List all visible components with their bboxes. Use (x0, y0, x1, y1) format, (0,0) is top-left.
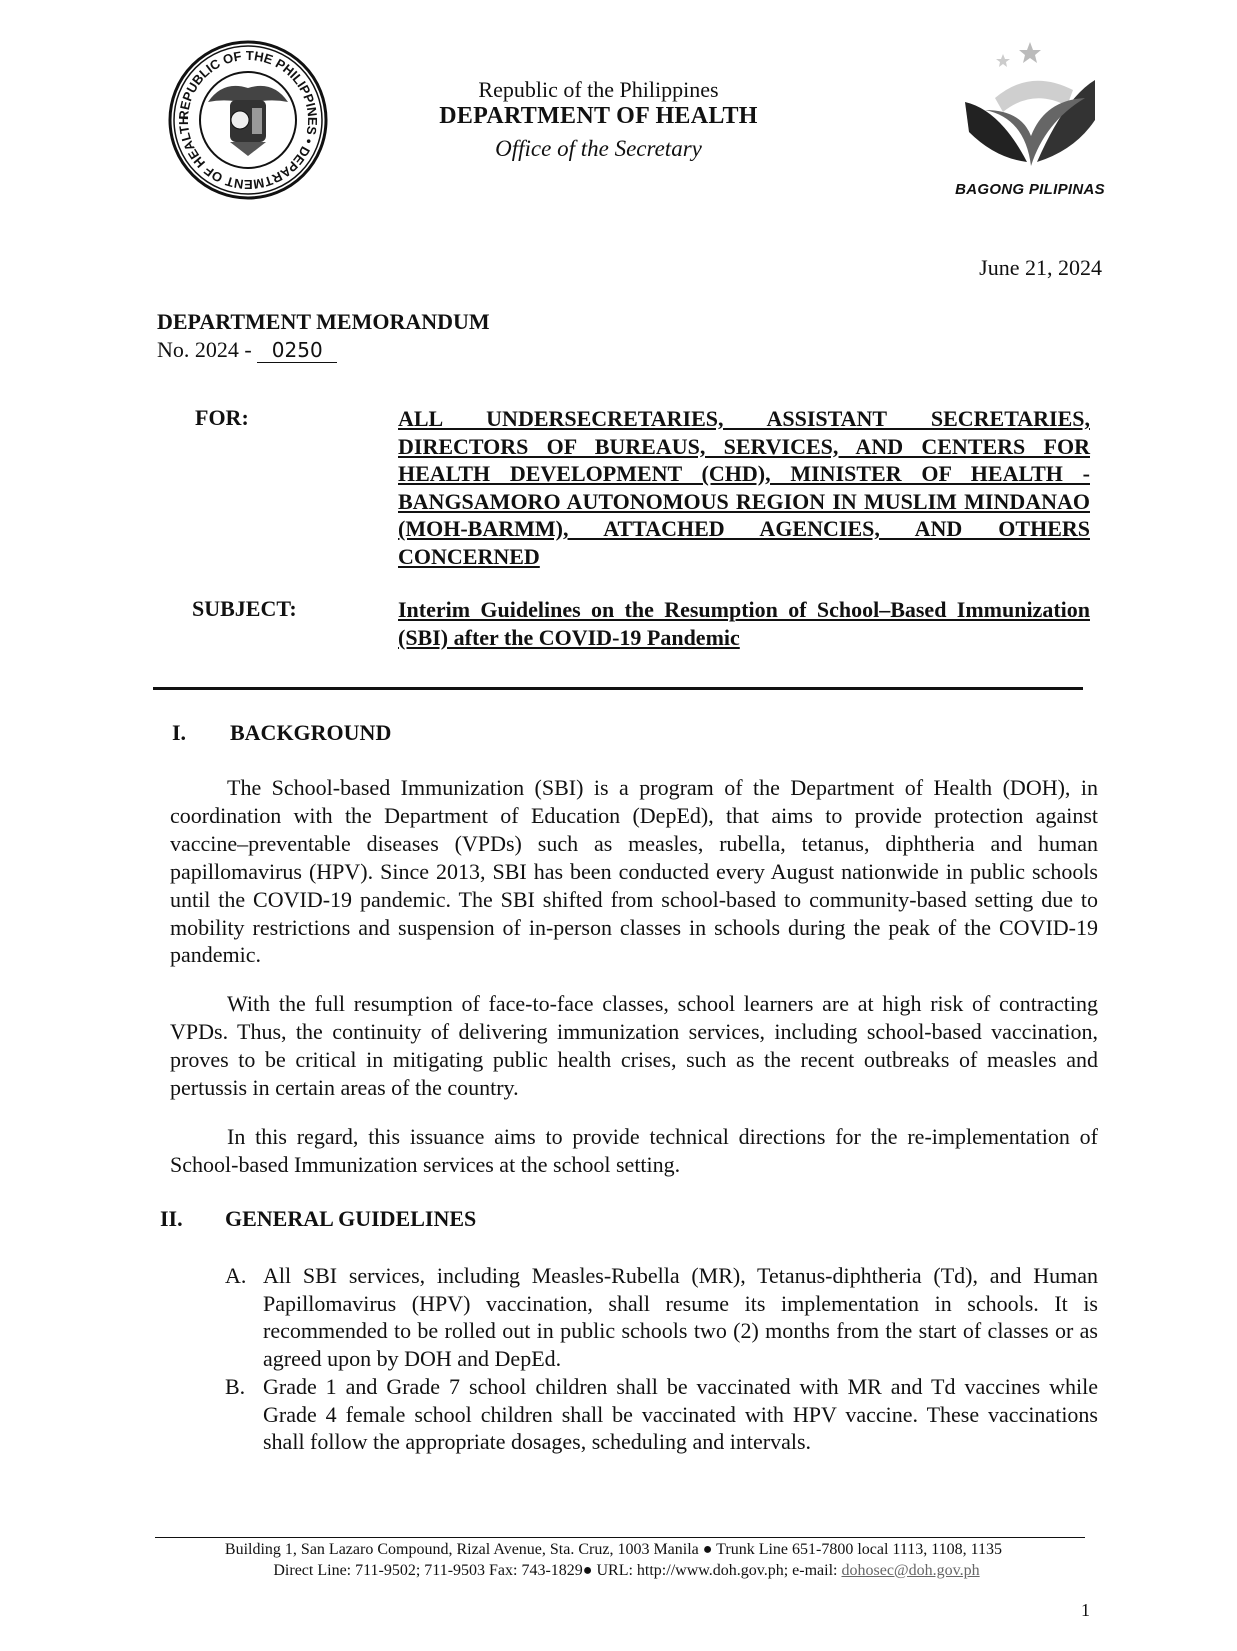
footer-address: Building 1, San Lazaro Compound, Rizal Avenue, Sta. Cruz, 1003 Manila ● Trunk Line 651-7800 local 1113, 1108, 1135 (224, 1541, 1003, 1558)
footer-contact-text: Direct Line: 711-9502; 711-9503 Fax: 743-1829● URL: http://www.doh.gov.ph; e-mail: (273, 1562, 842, 1579)
section-1-title: BACKGROUND (230, 720, 392, 745)
guideline-item-b (225, 1373, 1098, 1456)
subject-text: Interim Guidelines on the Resumption of School–Based Immunization (SBI) after the COVID-19 Pandemic (398, 597, 1090, 650)
bagong-pilipinas-logo (955, 40, 1105, 180)
memo-number-value: 0250 (257, 338, 337, 363)
header-office: Office of the Secretary (495, 136, 702, 161)
memo-number-label: No. 2024 - (157, 337, 258, 362)
subject-label: SUBJECT: (192, 596, 297, 621)
guideline-item-marker: A. (225, 1263, 247, 1288)
header-divider (153, 687, 1083, 690)
section-1-number: I. (172, 720, 187, 745)
section-2-title: GENERAL GUIDELINES (225, 1206, 477, 1231)
guideline-item-a (225, 1262, 1098, 1372)
page-number: 1 (1081, 1600, 1090, 1620)
section-2-number: II. (160, 1206, 183, 1231)
memo-date: June 21, 2024 (979, 255, 1102, 280)
for-addressees: ALL UNDERSECRETARIES, ASSISTANT SECRETARIES, DIRECTORS OF BUREAUS, SERVICES, AND CENTERS FOR HEALTH DEVELOPMENT (CHD), MINISTER OF HEALTH - BANGSAMORO AUTONOMOUS REGION IN MUSLIM MINDANAO (MOH-BARMM), ATTACHED AGENCIES, AND OTHERS CONCERNED (398, 406, 1090, 569)
background-paragraph-1: The School-based Immunization (SBI) is a program of the Department of Health (DOH), in coordination with the Department of Education (DepEd), that aims to provide protection against vaccine–preventable diseases (VPDs) such as measles, rubella, tetanus, diphtheria and human papillomavirus (HPV). Since 2013, SBI has been conducted every August nationwide in public schools until the COVID-19 pandemic. The SBI shifted from school-based to community-based setting due to mobility restrictions and suspension of in-person classes in schools during the peak of the COVID-19 pandemic. (170, 775, 1098, 968)
header-department: DEPARTMENT OF HEALTH (439, 103, 758, 129)
guideline-item-text: All SBI services, including Measles-Rubella (MR), Tetanus-diphtheria (Td), and Human Papillomavirus (HPV) vaccination, shall resume its implementation in schools. It is recommended to be rolled out in public schools two (2) months from the start of classes or as agreed upon by DOH and DepEd. (263, 1263, 1098, 1371)
header-republic: Republic of the Philippines (478, 77, 719, 102)
memo-number (157, 337, 337, 363)
guideline-item-marker: B. (225, 1374, 246, 1399)
background-paragraph-3: In this regard, this issuance aims to provide technical directions for the re-implementation of School-based Immunization services at the school setting. (170, 1124, 1098, 1177)
bagong-pilipinas-text: BAGONG PILIPINAS (955, 181, 1105, 198)
background-paragraph-2: With the full resumption of face-to-face classes, school learners are at high risk of contracting VPDs. Thus, the continuity of delivering immunization services, including school-based vaccination, proves to be critical in mitigating public health crises, such as the recent outbreaks of measles and pertussis in certain areas of the country. (170, 991, 1098, 1100)
footer-divider (155, 1537, 1085, 1538)
for-label: FOR: (195, 405, 249, 430)
guideline-item-text: Grade 1 and Grade 7 school children shall be vaccinated with MR and Td vaccines while Grade 4 female school children shall be vaccinated with HPV vaccine. These vaccinations shall follow the appropriate dosages, scheduling and intervals. (263, 1374, 1098, 1455)
memo-title: DEPARTMENT MEMORANDUM (157, 309, 490, 334)
svg-text:REPUBLIC OF THE PHILIPPINES •: REPUBLIC OF THE PHILIPPINES • DEPARTMENT OF HEALTH (175, 47, 321, 193)
footer-contact (8, 1562, 1237, 1580)
footer-email-link[interactable]: dohosec@doh.gov.ph (841, 1562, 980, 1579)
